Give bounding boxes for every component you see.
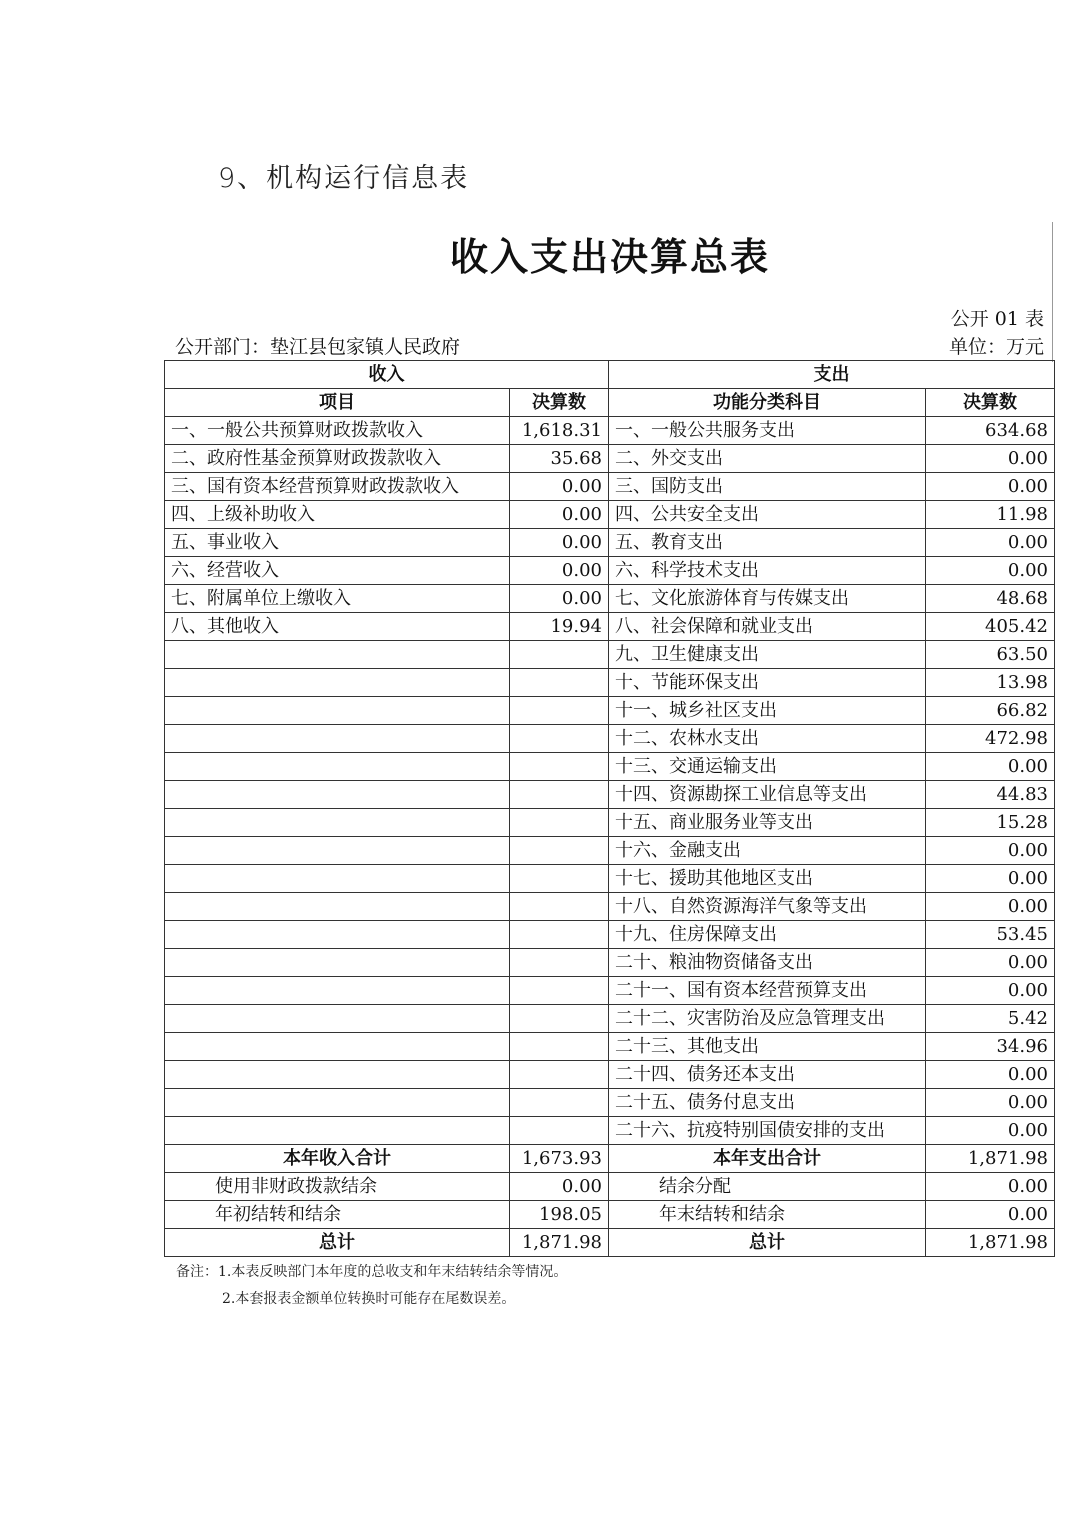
table-row [165, 445, 1055, 473]
table-row [165, 837, 1055, 865]
expense-item: 八、社会保障和就业支出 [609, 613, 926, 641]
income-item: 本年收入合计 [165, 1145, 510, 1173]
table-row [165, 557, 1055, 585]
expense-amount: 48.68 [926, 585, 1055, 613]
col-amount2-header: 决算数 [926, 389, 1055, 417]
expense-item: 十九、住房保障支出 [609, 921, 926, 949]
expense-amount: 0.00 [926, 529, 1055, 557]
expense-item: 十五、商业服务业等支出 [609, 809, 926, 837]
expense-amount: 405.42 [926, 613, 1055, 641]
expense-amount: 1,871.98 [926, 1145, 1055, 1173]
income-amount [510, 1033, 609, 1061]
income-item [165, 921, 510, 949]
balance-row [165, 1173, 1055, 1201]
income-item [165, 781, 510, 809]
expense-item: 结余分配 [609, 1173, 926, 1201]
table-row [165, 921, 1055, 949]
unit-label: 单位：万元 [948, 336, 1044, 358]
income-header: 收入 [165, 361, 609, 389]
grand-total-row [165, 1229, 1055, 1257]
table-row [165, 585, 1055, 613]
expense-amount: 0.00 [926, 893, 1055, 921]
expense-item: 二十四、债务还本支出 [609, 1061, 926, 1089]
income-item: 总计 [165, 1229, 510, 1257]
income-amount: 1,618.31 [510, 417, 609, 445]
income-item: 三、国有资本经营预算财政拨款收入 [165, 473, 510, 501]
income-item [165, 669, 510, 697]
expense-amount: 0.00 [926, 1173, 1055, 1201]
expense-item: 本年支出合计 [609, 1145, 926, 1173]
income-item [165, 865, 510, 893]
table-row [165, 753, 1055, 781]
table-row [165, 977, 1055, 1005]
income-item: 七、附属单位上缴收入 [165, 585, 510, 613]
income-amount [510, 781, 609, 809]
income-item [165, 1033, 510, 1061]
income-amount: 0.00 [510, 529, 609, 557]
income-amount [510, 1117, 609, 1145]
expense-amount: 66.82 [926, 697, 1055, 725]
income-amount: 0.00 [510, 557, 609, 585]
expense-amount: 634.68 [926, 417, 1055, 445]
income-amount: 0.00 [510, 585, 609, 613]
table-row [165, 949, 1055, 977]
balance-row [165, 1201, 1055, 1229]
section-heading: 9、机构运行信息表 [218, 163, 470, 194]
expense-amount: 0.00 [926, 949, 1055, 977]
income-amount [510, 641, 609, 669]
subtotal-row [165, 1145, 1055, 1173]
income-amount [510, 977, 609, 1005]
expense-amount: 0.00 [926, 753, 1055, 781]
expense-item: 七、文化旅游体育与传媒支出 [609, 585, 926, 613]
expense-item: 十二、农林水支出 [609, 725, 926, 753]
income-item: 一、一般公共预算财政拨款收入 [165, 417, 510, 445]
income-item: 六、经营收入 [165, 557, 510, 585]
expense-amount: 0.00 [926, 473, 1055, 501]
expense-amount: 34.96 [926, 1033, 1055, 1061]
income-item: 使用非财政拨款结余 [165, 1173, 510, 1201]
income-amount [510, 921, 609, 949]
expense-amount: 15.28 [926, 809, 1055, 837]
income-item [165, 1005, 510, 1033]
income-amount [510, 865, 609, 893]
department-label: 公开部门：垫江县包家镇人民政府 [175, 336, 461, 358]
expense-amount: 0.00 [926, 1089, 1055, 1117]
table-row [165, 669, 1055, 697]
income-item [165, 1089, 510, 1117]
expense-item: 九、卫生健康支出 [609, 641, 926, 669]
expense-amount: 0.00 [926, 445, 1055, 473]
expense-item: 四、公共安全支出 [609, 501, 926, 529]
expense-amount: 0.00 [926, 1201, 1055, 1229]
expense-item: 总计 [609, 1229, 926, 1257]
table-row [165, 1005, 1055, 1033]
expense-amount: 0.00 [926, 977, 1055, 1005]
header-row-groups [165, 361, 1055, 389]
table-row [165, 501, 1055, 529]
income-item [165, 1117, 510, 1145]
table-row [165, 781, 1055, 809]
expense-item: 二十一、国有资本经营预算支出 [609, 977, 926, 1005]
income-amount: 1,871.98 [510, 1229, 609, 1257]
income-item [165, 837, 510, 865]
income-amount [510, 893, 609, 921]
expense-amount: 11.98 [926, 501, 1055, 529]
form-number: 公开 01 表 [950, 308, 1044, 330]
expense-item: 二十六、抗疫特别国债安排的支出 [609, 1117, 926, 1145]
expense-item: 五、教育支出 [609, 529, 926, 557]
income-amount [510, 1061, 609, 1089]
table-row [165, 865, 1055, 893]
income-amount: 35.68 [510, 445, 609, 473]
income-amount: 0.00 [510, 473, 609, 501]
income-item [165, 949, 510, 977]
income-item [165, 725, 510, 753]
income-amount [510, 669, 609, 697]
table-row [165, 1061, 1055, 1089]
income-amount [510, 753, 609, 781]
income-item: 五、事业收入 [165, 529, 510, 557]
table-row [165, 809, 1055, 837]
note-line-1: 备注：1.本表反映部门本年度的总收支和年末结转结余等情况。 [176, 1264, 568, 1280]
income-item: 二、政府性基金预算财政拨款收入 [165, 445, 510, 473]
income-item [165, 641, 510, 669]
expense-item: 六、科学技术支出 [609, 557, 926, 585]
income-item: 四、上级补助收入 [165, 501, 510, 529]
expense-item: 二十五、债务付息支出 [609, 1089, 926, 1117]
income-item [165, 697, 510, 725]
expense-item: 十六、金融支出 [609, 837, 926, 865]
income-amount [510, 949, 609, 977]
table-row [165, 725, 1055, 753]
income-amount: 0.00 [510, 1173, 609, 1201]
expense-amount: 44.83 [926, 781, 1055, 809]
expense-amount: 13.98 [926, 669, 1055, 697]
expense-amount: 0.00 [926, 837, 1055, 865]
income-amount [510, 809, 609, 837]
expense-amount: 53.45 [926, 921, 1055, 949]
income-item: 年初结转和结余 [165, 1201, 510, 1229]
income-amount: 0.00 [510, 501, 609, 529]
table-title: 收入支出决算总表 [449, 235, 770, 279]
col-function-header: 功能分类科目 [609, 389, 926, 417]
expense-item: 十七、援助其他地区支出 [609, 865, 926, 893]
expense-item: 十、节能环保支出 [609, 669, 926, 697]
table-row [165, 893, 1055, 921]
expense-item: 十三、交通运输支出 [609, 753, 926, 781]
income-amount [510, 697, 609, 725]
expense-amount: 0.00 [926, 865, 1055, 893]
income-item [165, 1061, 510, 1089]
income-amount [510, 1089, 609, 1117]
expense-item: 十一、城乡社区支出 [609, 697, 926, 725]
table-row [165, 641, 1055, 669]
income-amount [510, 725, 609, 753]
income-item [165, 809, 510, 837]
expense-item: 一、一般公共服务支出 [609, 417, 926, 445]
income-amount: 1,673.93 [510, 1145, 609, 1173]
table-row [165, 417, 1055, 445]
income-item [165, 753, 510, 781]
table-row [165, 1117, 1055, 1145]
expense-item: 二、外交支出 [609, 445, 926, 473]
expense-item: 年末结转和结余 [609, 1201, 926, 1229]
income-amount: 19.94 [510, 613, 609, 641]
table-row [165, 613, 1055, 641]
income-item [165, 977, 510, 1005]
income-amount [510, 1005, 609, 1033]
expense-item: 二十二、灾害防治及应急管理支出 [609, 1005, 926, 1033]
header-row-columns [165, 389, 1055, 417]
expense-item: 十四、资源勘探工业信息等支出 [609, 781, 926, 809]
table-row [165, 529, 1055, 557]
expense-amount: 0.00 [926, 1117, 1055, 1145]
income-item [165, 893, 510, 921]
expense-amount: 472.98 [926, 725, 1055, 753]
income-amount: 198.05 [510, 1201, 609, 1229]
table-row [165, 1033, 1055, 1061]
table-row [165, 1089, 1055, 1117]
income-expense-table [164, 360, 1055, 1257]
expense-amount: 5.42 [926, 1005, 1055, 1033]
expense-header: 支出 [609, 361, 1055, 389]
table-row [165, 473, 1055, 501]
expense-item: 二十、粮油物资储备支出 [609, 949, 926, 977]
expense-item: 二十三、其他支出 [609, 1033, 926, 1061]
expense-amount: 1,871.98 [926, 1229, 1055, 1257]
note-line-2: 2.本套报表金额单位转换时可能存在尾数误差。 [222, 1291, 516, 1307]
expense-amount: 63.50 [926, 641, 1055, 669]
income-item: 八、其他收入 [165, 613, 510, 641]
expense-item: 十八、自然资源海洋气象等支出 [609, 893, 926, 921]
table-row [165, 697, 1055, 725]
col-amount-header: 决算数 [510, 389, 609, 417]
expense-amount: 0.00 [926, 1061, 1055, 1089]
col-item-header: 项目 [165, 389, 510, 417]
income-amount [510, 837, 609, 865]
expense-amount: 0.00 [926, 557, 1055, 585]
expense-item: 三、国防支出 [609, 473, 926, 501]
